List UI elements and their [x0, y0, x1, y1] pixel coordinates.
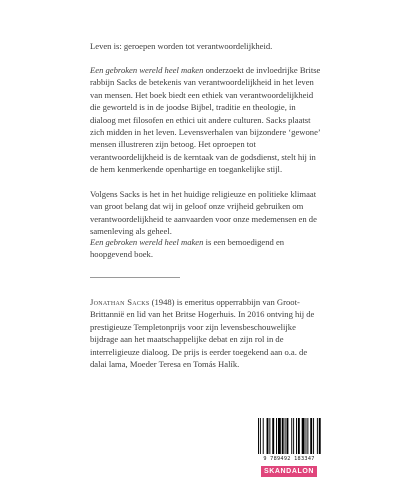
author-bio [90, 296, 322, 370]
isbn-barcode [255, 417, 323, 463]
description-paragraph-3 [90, 236, 322, 261]
barcode-bar [306, 418, 307, 454]
barcode-bar [291, 418, 292, 454]
book-title-italic-2: Een gebroken wereld heel maken [90, 237, 204, 247]
barcode-bars [255, 417, 323, 455]
book-title-italic: Een gebroken wereld heel maken [90, 65, 204, 75]
barcode-bar [267, 418, 269, 454]
description-paragraph-1 [90, 64, 322, 176]
barcode-bar [307, 418, 308, 454]
barcode-bar [260, 418, 261, 454]
author-bio-text: (1948) is emeritus opperrabbijn van Groot-Brittannië en lid van het Britse Hogerhuis. In 2016 ontving hij de prestigieuze Templetonprijs voor zijn levensbeschouwelijke bijdrage aan het maatschappelijke debat en zijn rol in de interreligieuze dialoog. De prijs is eerder toegekend aan o.a. de dalai lama, Moeder Teresa en Tomás Halík. [90, 297, 315, 370]
isbn-number: 9 789492 183347 [263, 456, 315, 462]
barcode-bar [296, 418, 297, 454]
barcode-bar [269, 418, 270, 454]
barcode-bar [298, 418, 300, 454]
author-name: Jonathan Sacks [90, 297, 150, 307]
section-divider [90, 277, 180, 278]
barcode-bar [285, 418, 286, 454]
description-text-3: is een bemoedigend en hoopgevend boek. [90, 237, 285, 260]
intro-line: Leven is: geroepen worden tot verantwoordelijkheid. [90, 41, 273, 51]
barcode-bar [263, 418, 264, 454]
barcode-bar [272, 418, 274, 454]
barcode-bar [317, 418, 318, 454]
publisher-logo: SKANDALON [261, 466, 317, 477]
barcode-bar [319, 418, 321, 454]
barcode-bar [258, 418, 259, 454]
barcode-bar [287, 418, 289, 454]
barcode-bar [282, 418, 284, 454]
barcode-bar [310, 418, 312, 454]
barcode-bar [276, 418, 277, 454]
description-text-1: onderzoekt de invloedrijke Britse rabbijn Sacks de betekenis van verantwoordelijkheid in het leven van mensen. Het boek biedt een ethiek van verantwoordelijkheid die geworteld is in de joodse Bijbel, traditie en theologie, in dialoog met filosofen en ethici uit andere culturen. Sacks plaatst zich midden in het leven. Levensverhalen van bijzondere ‘gewone’ mensen illustreren zijn betoog. Het oproepen tot verantwoordelijkheid is de kerntaak van de godsdienst, stelt hij in de hem kenmerkende openhartige en toegankelijke stijl. [90, 65, 321, 175]
barcode-bar [293, 418, 294, 454]
description-paragraph-2: Volgens Sacks is het in het huidige religieuze en politieke klimaat van groot belang dat wij in geloof onze vrijheid gebruiken om verantwoordelijkheid te aanvaarden voor onze medemensen en de samenleving als geheel. [90, 189, 317, 237]
barcode-bar [278, 418, 281, 454]
barcode-bar [302, 418, 305, 454]
barcode-bar [313, 418, 314, 454]
